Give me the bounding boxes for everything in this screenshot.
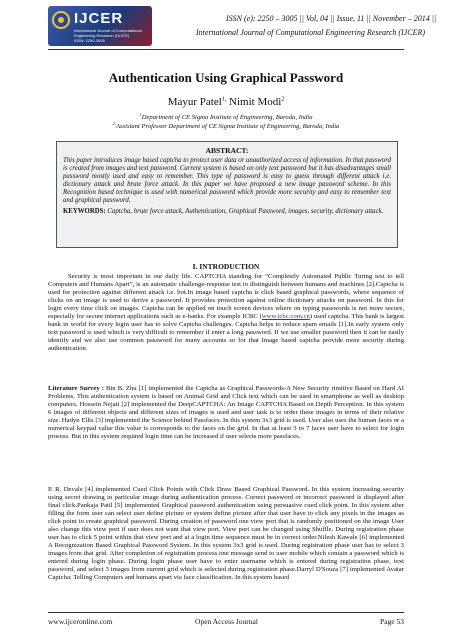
author-1: Mayur Patel — [167, 96, 222, 108]
author-2: Nimit Modi — [229, 96, 282, 108]
abstract-text: This paper introduces image based captcha to protect user data or unauthorized access of information. In that password is created from images and text password. Current system is based on only text password but it has disadvantages small password mostly used and easy to remember. This type of password is easy to guess through different attack i.e. dictionary attack and brute force attack. In this paper we have proposed a new image password scheme. In this Recognition based technique is used with numerical password which provide more security and easy to remember text and graphical password. — [63, 157, 391, 204]
logo-line-2: Engineering Research (IJCER) — [74, 33, 129, 38]
abstract-heading: ABSTRACT: — [205, 146, 249, 155]
logo-line-3: ISSN: 2250-3005 — [74, 38, 105, 43]
issn-line: ISSN (e): 2250 – 3005 || Vol, 04 || Issue, 11 || November – 2014 || — [226, 14, 437, 23]
intro-para1-part-a: Security is most important in our daily life. CAPTCHA standing for “Completely Automated Public Turing test to tell Computers and Humans Apart”, is an automatic challenge-response test to distinguish between humans and machines [2].Captcha is used for protection against different attack i.e. bot.In image based captcha is click based graphical passwords, where sequence of clicks on an image is used to derive a password. It provides protection against online dictionary attacks on password. In this for login every time click on images. Captcha can be applied on touch screen devices where on typing passwords is not more secure, especially for secure internet applications such as e-banks. For example ICBC ( — [48, 273, 404, 321]
literature-survey-label: Literature Survey : — [48, 385, 104, 392]
logo-name: IJCER — [74, 10, 124, 27]
keywords-text: Captcha, brute force attack, Authentication, Graphical Password, images, security, dictionary attack. — [107, 207, 384, 215]
abstract-box — [56, 141, 398, 248]
section-heading-introduction: I. INTRODUCTION — [192, 262, 260, 271]
footer-divider — [48, 612, 404, 613]
literature-survey-paragraph — [48, 385, 404, 441]
affiliation-1-sup: 1 — [139, 112, 142, 117]
intro-paragraph-1 — [48, 273, 404, 353]
logo-line-1: International Journal of Computational — [74, 28, 142, 33]
footer-url[interactable]: www.ijceronline.com — [48, 617, 113, 626]
icbc-link[interactable]: www.icbc.com.cn — [261, 313, 310, 321]
journal-name: International Journal of Computational Engineering Research (IJCER) — [196, 28, 425, 37]
header-divider — [48, 49, 404, 50]
footer-page-number: Page 53 — [380, 617, 404, 626]
intro-paragraph-3: P. R. Devale [4] implemented Cued Click Points with Click Draw Based Graphical Password. In this system increasing security using secret drawing in particular image during authentication process. Correct password or incorrect password is displayed after final click.Pankaja Patil [5] implemented Graphical password authentication using persuasive cued click point. In this system after filling the form user can select user define picture or system define picture after that user have to click any pixels in the images as click point to create graphical password. During creation of password one view port that is randomly positioned on the image User also change this view port if user does not want that view port. View port can be changed using Shuffle. During registration phase user has to click 5 point within that view port and at a login time sequence must be in correct order.Nilesh Kawale [6] implemented A Recognization Based Graphical Password System. In this system 3x3 grid is used. During registration phase user has to select 3 images from that grid. After completion of registration process one message send to user mobile which contain a password which is entered during login phase. During login phase user have to enter username which is entered during registration phase, text password, and select 3 images from current grid which is selected during registration phase.Darryl D'Souza [7] implemented Avatar Captcha: Telling Computers and humans apart via face classification. In this system based — [48, 486, 404, 582]
paper-title: Authentication Using Graphical Password — [108, 70, 344, 85]
journal-logo — [48, 6, 152, 46]
affiliation-2-sup: 2, — [112, 121, 117, 126]
affiliation-2-text: Assistant Professor Department of CE Sigma Institute of Engineering, Baroda, India — [116, 123, 340, 131]
author-line — [48, 96, 404, 108]
keywords-label: KEYWORDS: — [63, 207, 106, 215]
keywords — [63, 208, 391, 216]
affiliation-1-text: Department of CE Sigma Institute of Engineering, Baroda, India — [141, 114, 313, 122]
intro-para1-part-b: ) used captcha. This bank is largest bank in world for every login user has to solve Captcha challenges. Captcha helps to reduce spam emails [1].In early system only text password is used which is very difficult to remember if enter a long password. If we use smaller password then it can be easily identify and we also use common password for many accounts so for that Image based captcha provide more security during authentication. — [48, 313, 404, 353]
logo-emblem-icon — [52, 11, 70, 29]
literature-survey-text: Bin B. Zhu [1] implemented the Captcha as Graphical Passwords-A New Security rimitive Based on Hard AI Problems. This authentication system is based on Animal Grid and Click text which can be used in smartphone as well as desktop computers. Hossein Nejati [2] implemented the DeepCAPTCHA: An Image CAPTCHA Based on Depth Perception. In this system 6 images of different objects and different sizes of images is used and user task is to order these images in terms of their relative size. Hadyn Ellis [3] implemented the Science behind Passfaces. In this system 3x3 grid is used. User also uses the human faces or a numerical keypad value this value is corresponds to the faces on the grid. In that at least 3 to 7 faces user have to select for login process. But in this system required login time can be increased if user selects more passfaces. — [48, 385, 404, 441]
affiliation-2 — [48, 121, 404, 130]
affiliation-1 — [48, 112, 404, 121]
author-2-sup: 2 — [281, 96, 285, 103]
footer-open-access: Open Access Journal — [195, 617, 258, 626]
journal-header — [48, 6, 437, 48]
author-1-sup: 1, — [221, 96, 227, 103]
